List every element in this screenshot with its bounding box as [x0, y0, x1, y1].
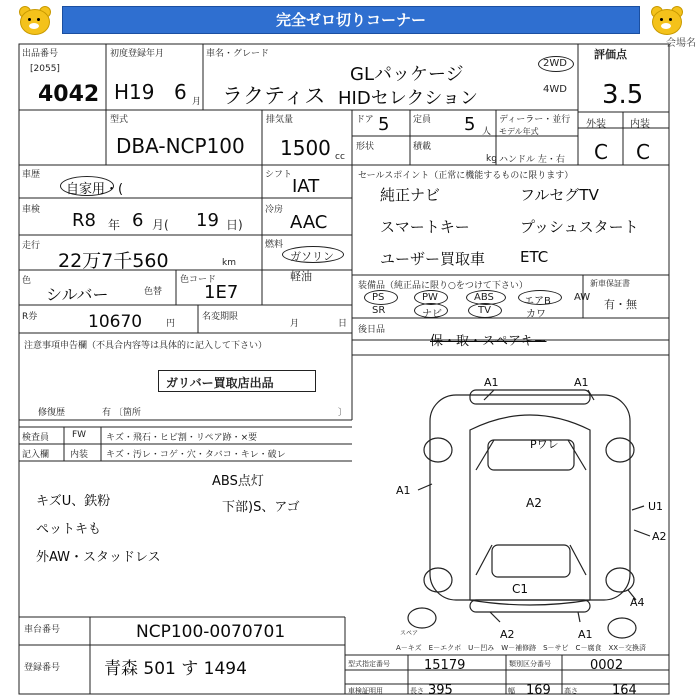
diag-a1-top-right: A1 [574, 376, 589, 389]
usage-value: 自家用・( [66, 182, 124, 197]
lot-sub: [2055] [30, 64, 60, 74]
diag-spare: スペア [400, 630, 419, 637]
warranty-value: 有・無 [604, 298, 637, 311]
sales-item-1: 純正ナビ [380, 186, 441, 204]
width-label: 幅 [508, 687, 515, 695]
first-reg-month-unit: 月 [192, 97, 202, 107]
warranty-label: 新車保証書 [590, 279, 630, 288]
disp-label: 排気量 [266, 115, 294, 125]
sales-item-4: プッシュスタート [520, 218, 639, 236]
car-label: 車名・グレード [206, 49, 270, 59]
doors-label: ドア [356, 115, 374, 125]
score-value: 3.5 [602, 80, 644, 110]
load-unit: kg [486, 154, 497, 164]
diag-a1-bottom: A1 [578, 628, 593, 641]
ac-label: 冷房 [265, 205, 284, 215]
checker-row1-a: FW [72, 430, 87, 440]
score-ext-label: 外装 [586, 119, 606, 130]
usage-label: 車歴 [22, 170, 41, 180]
sales-item-3: スマートキー [380, 218, 470, 236]
ac-value: AAC [290, 212, 328, 233]
diag-roof: Pワレ [530, 438, 559, 451]
first-reg-month: 6 [174, 80, 187, 104]
equip-airbag: エアB [524, 296, 551, 307]
dealer-label: ディーラー・並行 [499, 115, 571, 125]
fuel-label: 燃料 [265, 240, 284, 250]
cert-label: 車検証明用 [348, 687, 383, 695]
plate-label: 登録番号 [24, 663, 61, 673]
diag-a2-right: A2 [652, 530, 667, 543]
color-tone-label: 色替 [144, 287, 163, 297]
rear-value: 保・取・スペアキー [430, 334, 547, 349]
capacity-unit: 人 [482, 127, 492, 137]
capacity-value: 5 [464, 114, 476, 135]
gulliver-stamp: ガリバー買取店出品 [166, 376, 274, 390]
shift-value: IAT [292, 176, 320, 197]
shape-label: 形状 [356, 142, 375, 152]
recycle-unit: 円 [166, 319, 176, 329]
equip-tv: TV [478, 305, 491, 316]
color-label: 色 [22, 276, 32, 286]
equip-leather: カワ [526, 309, 546, 320]
venue-mark: 会場名 [666, 38, 696, 49]
inspection-day: 19 [196, 210, 219, 231]
first-reg-label: 初度登録年月 [110, 49, 165, 59]
capacity-label: 定員 [413, 115, 432, 125]
sales-item-2: フルセグTV [520, 186, 599, 204]
model-value: DBA-NCP100 [116, 134, 245, 158]
checker-row1-b: キズ・飛石・ヒビ割・リペア跡・×要 [106, 433, 258, 443]
color-value: シルバー [46, 285, 109, 304]
score-int-label: 内装 [630, 119, 650, 130]
disp-value: 1500 [280, 136, 331, 160]
comment-left-1: キズU、鉄粉 [36, 494, 111, 509]
equip-abs: ABS [474, 292, 494, 303]
equip-label: 装備品（純正品に限り○をつけて下さい） [358, 281, 528, 291]
color-code: 1E7 [204, 282, 239, 303]
inspection-day-unit: 日) [226, 218, 243, 232]
class-value: 0002 [590, 658, 624, 673]
handle-label: ハンドル 左・右 [499, 155, 565, 165]
repair-label: 修復歴 [38, 408, 66, 418]
mileage-unit: km [222, 258, 236, 268]
mileage-label: 走行 [22, 241, 41, 251]
doors-value: 5 [378, 114, 390, 135]
inspection-year-unit: 年 [108, 218, 121, 232]
notes-label: 注意事項申告欄（不具合内容等は具体的に記入して下さい） [24, 341, 268, 351]
car-name: ラクティス [222, 84, 326, 108]
diag-a2-center: A2 [526, 496, 542, 510]
damage-legend: A－キズ E－エクボ U－凹み W－補修跡 S－サビ C－腐食 XX－交換済 [396, 644, 647, 652]
inspection-month-unit: 月( [152, 218, 169, 232]
diag-a1-left: A1 [396, 484, 411, 497]
score-int: C [636, 140, 650, 164]
banner-title: 完全ゼロ切りコーナー [275, 11, 426, 29]
fuel-gas: ガソリン [290, 250, 334, 263]
len-value: 395 [428, 683, 453, 698]
sales-label: セールスポイント（正常に機能するものに限ります） [358, 171, 574, 181]
score-ext: C [594, 140, 608, 164]
lot-number: 4042 [38, 82, 100, 107]
equip-pw: PW [422, 292, 438, 303]
equip-ps: PS [372, 292, 385, 303]
comment-left-2: ペットキも [36, 522, 102, 537]
sales-item-5: ユーザー買取車 [380, 250, 486, 268]
disp-unit: cc [335, 152, 345, 162]
height-label: 高さ [564, 687, 578, 695]
model-label: 型式 [110, 115, 129, 125]
diag-a1-top-left: A1 [484, 376, 499, 389]
repair-value: 有 〔箇所 [102, 408, 141, 418]
checker-row2-b: キズ・汚レ・コゲ・穴・タバコ・キレ・破レ [106, 450, 286, 460]
load-label: 積載 [413, 142, 432, 152]
diag-u1: U1 [648, 500, 664, 513]
inspection-year: R8 [72, 210, 96, 231]
change-day: 日 [338, 319, 348, 329]
type-label: 型式指定番号 [348, 660, 390, 668]
change-month: 月 [290, 319, 300, 329]
lot-label: 出品番号 [22, 49, 59, 59]
height-value: 164 [612, 683, 637, 698]
mileage-value: 22万7千560 [58, 250, 169, 272]
equip-navi: ナビ [422, 309, 442, 320]
drive-4wd: 4WD [543, 84, 567, 95]
comment-right-1: ABS点灯 [212, 474, 264, 489]
checker-row1-label: 検査員 [22, 433, 50, 443]
fuel-diesel: 軽油 [290, 270, 312, 283]
equip-aw: AW [574, 292, 591, 303]
car-diagram [408, 390, 650, 638]
diag-a4: A4 [630, 596, 645, 609]
diag-c1: C1 [512, 582, 529, 596]
diag-a2-bottom: A2 [500, 628, 515, 641]
dealer-model-year: モデル年式 [499, 127, 539, 136]
checker-row2-label: 記入欄 [22, 450, 50, 460]
drive-2wd: 2WD [543, 58, 567, 69]
car-grade-2: HIDセレクション [338, 88, 478, 109]
score-label: 評価点 [594, 48, 627, 61]
checker-row2-a: 内装 [70, 450, 89, 460]
equip-sr: SR [372, 305, 386, 316]
chassis-label: 車台番号 [24, 625, 61, 635]
type-value: 15179 [424, 658, 466, 673]
inspection-label: 車検 [22, 205, 41, 215]
repair-close: 〕 [338, 408, 348, 418]
rear-label: 後日品 [358, 325, 386, 335]
sales-item-6: ETC [520, 248, 549, 266]
comment-left-3: 外AW・スタッドレス [36, 550, 161, 565]
inspection-month: 6 [132, 210, 144, 231]
change-label: 名変期限 [202, 312, 239, 322]
recycle-value: 10670 [88, 312, 143, 332]
recycle-label: R券 [22, 312, 38, 322]
color-code-label: 色コード [180, 275, 217, 285]
first-reg-era-year: H19 [114, 80, 155, 104]
width-value: 169 [526, 683, 551, 698]
car-grade-1: GLパッケージ [350, 64, 464, 85]
shift-label: シフト [265, 170, 293, 180]
plate-value: 青森 501 す 1494 [104, 659, 247, 679]
comment-right-2: 下部)S、アゴ [222, 500, 300, 515]
chassis-value: NCP100-0070701 [136, 622, 286, 642]
class-label: 類別区分番号 [509, 660, 551, 668]
len-label: 長さ [410, 687, 424, 695]
